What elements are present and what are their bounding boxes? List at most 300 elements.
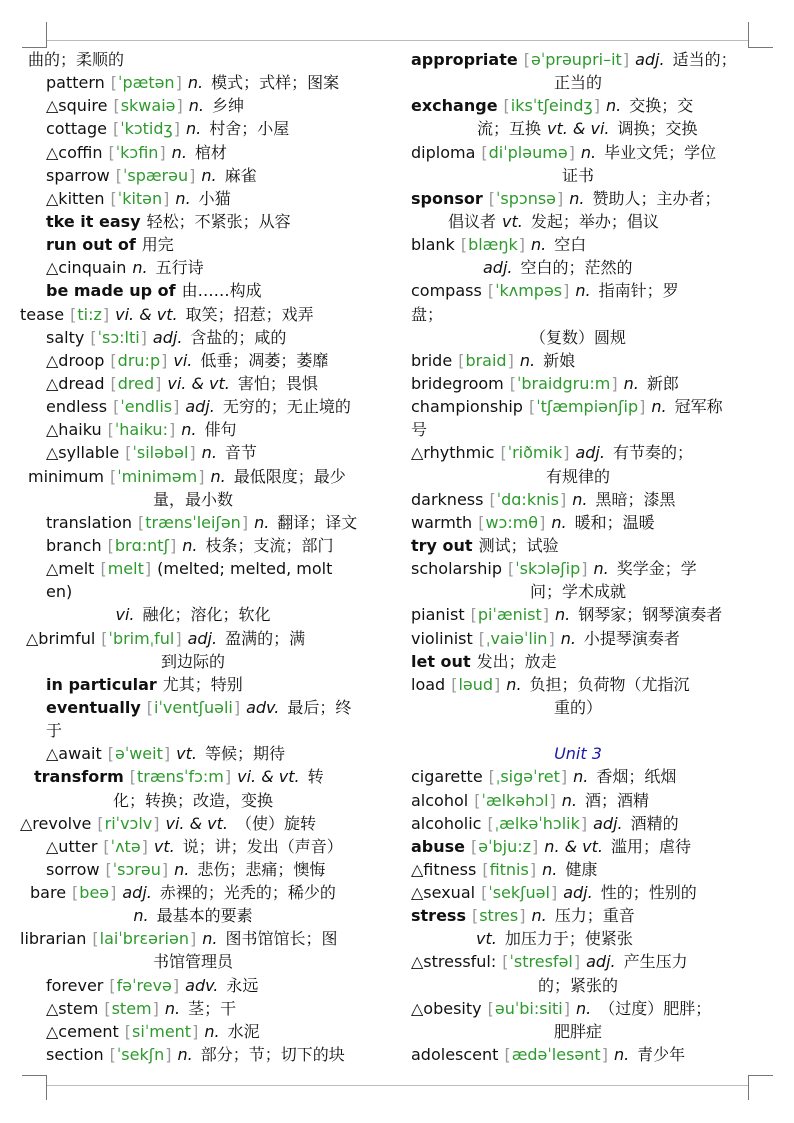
entry-line (20, 904, 372, 927)
entry-line (411, 164, 751, 187)
part-of-speech: n. (575, 281, 591, 301)
definition: 重的） (553, 697, 602, 717)
definition: 含盐的；咸的 (190, 327, 287, 347)
definition: 部分；节；切下的块 (200, 1045, 345, 1065)
entry-line (20, 164, 372, 187)
crop-mark-bottom-right (748, 1075, 749, 1100)
part-of-speech: adj. (593, 813, 623, 833)
headword: bare (30, 883, 67, 903)
entry-line (411, 326, 751, 349)
entry-line (20, 835, 372, 858)
crop-mark-bottom-left (46, 1075, 47, 1100)
definition: 酒精的 (630, 813, 679, 833)
phonetic: [ ˈsekʃn ] (110, 1045, 172, 1064)
headword-phrase: in particular (46, 674, 157, 694)
definition: 正当的 (553, 73, 602, 93)
phonetic: [ ˈskɔləʃip ] (508, 559, 588, 578)
phonetic: [ wɔ:mθ ] (478, 513, 545, 532)
part-of-speech: n. (576, 998, 592, 1018)
phonetic: [ əˈprəupri–it ] (524, 50, 629, 69)
phonetic: [ ˈminiməm ] (110, 467, 205, 486)
definition: 最基本的要素 (156, 906, 253, 926)
definition: 最后；终 (287, 697, 352, 717)
phonetic: [ ˈpætən ] (111, 73, 182, 92)
headword: alcohol (411, 790, 469, 810)
phonetic: [ ˈbrimˌful ] (101, 629, 181, 648)
definition: 盈满的；满 (225, 628, 306, 648)
part-of-speech: vi. & vt. (167, 373, 230, 393)
headword: △syllable (46, 443, 120, 463)
phonetic: [ ˈsekʃuəl ] (481, 883, 557, 902)
entry-line (411, 71, 751, 94)
definition: 化；转换；改造，变换 (112, 790, 273, 810)
definition: 村舍；小屋 (209, 119, 290, 139)
headword: bridegroom (411, 373, 504, 393)
entry-line (411, 627, 751, 650)
entry-line (20, 117, 372, 140)
entry-line (411, 904, 751, 927)
definition: (melted; melted, molt (157, 559, 333, 579)
headword-phrase: be made up of (46, 281, 176, 301)
headword: △revolve (20, 813, 92, 833)
part-of-speech: adv. (246, 697, 280, 717)
entry-line (20, 696, 372, 719)
definition: 发起；举办；倡议 (530, 211, 659, 231)
headword: warmth (411, 512, 473, 532)
part-of-speech: n. (573, 767, 589, 787)
top-rule (46, 40, 748, 41)
part-of-speech: adj. (635, 50, 665, 69)
definition: 到边际的 (160, 651, 225, 671)
part-of-speech: adj. (563, 883, 593, 903)
part-of-speech: n. (177, 1045, 193, 1065)
phonetic: [ ti:z ] (70, 305, 109, 324)
entry-line (411, 279, 751, 302)
part-of-speech: adj. (483, 258, 513, 278)
entry-line (20, 789, 372, 812)
unit-heading: Unit 3 (554, 744, 602, 764)
part-of-speech: n. (569, 188, 585, 208)
headword: cottage (46, 119, 107, 139)
definition: 于 (46, 721, 63, 741)
entry-line (411, 603, 751, 626)
definition: 由……构成 (181, 281, 262, 301)
part-of-speech: vi. (173, 350, 193, 370)
part-of-speech: n. (519, 350, 536, 370)
headword: △kitten (46, 188, 105, 208)
entry-line (20, 742, 372, 765)
crop-mark-bottom-right (748, 1075, 773, 1076)
definition: 倡议者 (448, 211, 497, 231)
entry-line (20, 765, 372, 788)
definition: 黑暗；漆黑 (595, 489, 676, 509)
part-of-speech: adj. (575, 443, 605, 463)
part-of-speech: vi. (115, 605, 135, 625)
phonetic: [ stem ] (104, 999, 159, 1018)
part-of-speech: vt. (153, 836, 175, 856)
part-of-speech: adj. (122, 883, 152, 903)
headword: △stressful: (411, 952, 497, 972)
entry-line (20, 927, 372, 950)
entry-line (411, 233, 751, 256)
definition: 水泥 (227, 1021, 260, 1041)
definition: 压力；重音 (554, 906, 635, 926)
headword: △stem (46, 998, 99, 1018)
phonetic: [ ləud ] (451, 675, 500, 694)
headword-phrase: exchange (411, 96, 498, 116)
headword: championship (411, 397, 523, 417)
phonetic: [ ˌvaiəˈlin ] (479, 629, 555, 648)
entry-line (20, 141, 372, 164)
phonetic: [ piˈænist ] (471, 605, 549, 624)
phonetic: [ əˈweit ] (108, 744, 170, 763)
vocabulary-column-right (411, 48, 751, 1066)
phonetic: [ diˈpləumə ] (481, 143, 575, 162)
part-of-speech: n. (560, 628, 576, 648)
definition: 音节 (224, 443, 257, 463)
part-of-speech: adj. (187, 628, 218, 648)
entry-line (411, 465, 751, 488)
entry-line (20, 997, 372, 1020)
definition: 茎；干 (188, 998, 237, 1018)
entry-line (20, 534, 372, 557)
part-of-speech: n. & vt. (544, 836, 603, 856)
part-of-speech: n. (202, 929, 218, 949)
entry-line (411, 742, 751, 765)
phonetic: [ iksˈtʃeindʒ ] (504, 96, 600, 115)
definition: 空白 (554, 235, 587, 255)
definition: 冠军称 (674, 397, 723, 417)
entry-line (411, 696, 751, 719)
definition: 悲伤；悲痛；懊悔 (197, 859, 326, 879)
part-of-speech: n. (605, 96, 622, 116)
definition: 健康 (565, 859, 598, 879)
phonetic: [ ˈdɑ:knis ] (489, 490, 566, 509)
entry-line (20, 94, 372, 117)
entry-line (411, 48, 751, 71)
definition: 测试；试验 (478, 535, 559, 555)
entry-line (411, 974, 751, 997)
entry-line (20, 233, 372, 256)
entry-line (20, 603, 372, 626)
definition: 空白的；茫然的 (520, 258, 633, 278)
entry-line (20, 256, 372, 279)
entry-line (20, 950, 372, 973)
entry-line (411, 395, 751, 418)
phonetic: [ ædəˈlesənt ] (504, 1045, 608, 1064)
entry-line (20, 580, 372, 603)
headword-phrase: tke it easy (46, 211, 141, 231)
part-of-speech: n. (187, 73, 204, 93)
part-of-speech: n. (210, 466, 226, 486)
headword-phrase: try out (411, 535, 473, 555)
part-of-speech: adj. (185, 397, 215, 417)
entry-line (20, 627, 372, 650)
part-of-speech: n. (174, 859, 190, 879)
phonetic: [ blæŋk ] (461, 235, 525, 254)
part-of-speech: n. (506, 674, 522, 694)
definition: 无穷的；无止境的 (222, 397, 351, 417)
crop-mark-top-right (748, 47, 773, 48)
entry-line (20, 48, 372, 71)
headword-phrase: eventually (46, 697, 141, 717)
headword: △melt (46, 559, 95, 579)
headword: tease (20, 304, 65, 324)
definition: 新郎 (646, 373, 679, 393)
definition: 尤其；特别 (162, 674, 243, 694)
phonetic: [ ˈælkəhɔl ] (474, 791, 556, 810)
definition: 曲的；柔顺的 (28, 50, 125, 69)
crop-mark-top-left (46, 22, 47, 47)
headword: △haiku (46, 420, 102, 440)
headword: endless (46, 397, 108, 417)
definition: 转 (307, 767, 324, 787)
definition: 肥胖症 (553, 1021, 602, 1041)
definition: 问；学术成就 (529, 582, 626, 602)
entry-line (20, 1020, 372, 1043)
definition: 发出；放走 (476, 651, 557, 671)
definition: 号 (411, 420, 428, 440)
definition: 交换；交 (629, 96, 694, 116)
entry-line (411, 812, 751, 835)
headword: violinist (411, 628, 473, 648)
definition: 轻松；不紧张；从容 (146, 211, 291, 231)
headword: compass (411, 281, 482, 301)
headword: blank (411, 235, 455, 255)
definition: 赤裸的；光秃的；稀少的 (159, 883, 336, 903)
headword-phrase: run out of (46, 235, 136, 255)
phonetic: [ ˈsɔ:lti ] (90, 328, 147, 347)
definition: 证书 (561, 165, 594, 185)
headword: minimum (28, 466, 104, 486)
phonetic: [ trænsˈleiʃən ] (138, 513, 248, 532)
headword: △utter (46, 836, 98, 856)
headword: darkness (411, 489, 484, 509)
part-of-speech: n. (561, 790, 577, 810)
headword: △droop (46, 350, 105, 370)
part-of-speech: n. (572, 489, 588, 509)
phonetic: [ dru:p ] (110, 351, 167, 370)
phonetic: [ ˈriðmik ] (500, 443, 569, 462)
entry-line (411, 650, 751, 673)
phonetic: [ fitnis ] (482, 860, 536, 879)
definition: （过度）肥胖； (599, 998, 712, 1018)
definition: 适当的； (672, 50, 737, 69)
phonetic: [ beə ] (72, 883, 116, 902)
entry-line (411, 418, 751, 441)
phonetic: [ dred ] (111, 374, 162, 393)
blank-line (411, 719, 751, 742)
definition: （使）旋转 (235, 813, 316, 833)
phonetic: [ ˈspærəu ] (116, 166, 196, 185)
headword: diploma (411, 142, 476, 162)
part-of-speech: adv. (185, 975, 219, 995)
entry-line (20, 881, 372, 904)
headword: △sexual (411, 883, 476, 903)
definition: 奖学金；学 (616, 559, 697, 579)
definition: 指南针；罗 (598, 281, 679, 301)
part-of-speech: vi. & vt. (115, 304, 178, 324)
entry-line (20, 418, 372, 441)
definition: 图书馆馆长；图 (225, 929, 338, 949)
phonetic: [ riˈvɔlv ] (97, 814, 159, 833)
part-of-speech: n. (201, 443, 217, 463)
part-of-speech: vi. & vt. (237, 767, 300, 787)
entry-line (20, 395, 372, 418)
part-of-speech: vt. & vi. (547, 119, 610, 139)
part-of-speech: n. (555, 605, 571, 625)
entry-line (20, 974, 372, 997)
headword: sorrow (46, 859, 100, 879)
definition: 的；紧张的 (537, 975, 618, 995)
headword: pianist (411, 605, 465, 625)
definition: 性的；性别的 (600, 883, 697, 903)
definition: 害怕；畏惧 (237, 373, 318, 393)
definition: 最低限度；最少 (233, 466, 346, 486)
definition: 五行诗 (155, 258, 204, 278)
definition: 钢琴家；钢琴演奏者 (578, 605, 723, 625)
part-of-speech: n. (186, 119, 202, 139)
phonetic: [ trænsˈfɔ:m ] (130, 767, 231, 786)
entry-line (20, 465, 372, 488)
entry-line (20, 650, 372, 673)
definition: （复数）圆规 (529, 327, 626, 347)
definition: 滥用；虐待 (611, 836, 692, 856)
headword: △cinquain (46, 258, 127, 278)
entry-line (20, 210, 372, 233)
headword: forever (46, 975, 104, 995)
entry-line (20, 326, 372, 349)
phonetic: [ ˈkitən ] (111, 189, 170, 208)
vocabulary-column-left (20, 48, 372, 1066)
entry-line (411, 1020, 751, 1043)
entry-line (20, 812, 372, 835)
definition: 枝条；支流；部门 (205, 535, 334, 555)
entry-line (411, 441, 751, 464)
part-of-speech: n. (182, 535, 198, 555)
entry-line (20, 719, 372, 742)
phonetic: [ melt ] (100, 559, 151, 578)
part-of-speech: n. (580, 142, 597, 162)
part-of-speech: adj. (152, 327, 183, 347)
headword-phrase: stress (411, 906, 466, 926)
headword: pattern (46, 73, 105, 93)
definition: 小提琴演奏者 (583, 628, 680, 648)
entry-line (411, 534, 751, 557)
entry-line (411, 789, 751, 812)
entry-line (20, 488, 372, 511)
definition: 新娘 (543, 350, 576, 370)
entry-line (20, 187, 372, 210)
headword: △await (46, 744, 102, 764)
headword: △coffin (46, 142, 103, 162)
definition: en) (46, 582, 73, 602)
headword: scholarship (411, 559, 502, 579)
definition: 翻译；译文 (277, 512, 358, 532)
definition: 有规律的 (545, 466, 610, 486)
entry-line (20, 441, 372, 464)
entry-line (20, 858, 372, 881)
headword: adolescent (411, 1045, 499, 1065)
phonetic: [ ˈstresfəl ] (502, 952, 580, 971)
headword-phrase: abuse (411, 836, 466, 856)
crop-mark-top-right (748, 22, 749, 47)
entry-line (411, 1043, 751, 1066)
headword-phrase: transform (34, 767, 124, 787)
phonetic: [ ˌsigəˈret ] (489, 767, 567, 786)
definition: 取笑；招惹；戏弄 (185, 304, 314, 324)
part-of-speech: n. (542, 859, 558, 879)
definition: 盘； (411, 304, 444, 324)
entry-line (411, 881, 751, 904)
part-of-speech: n. (164, 998, 181, 1018)
part-of-speech: vt. (476, 929, 497, 949)
headword: section (46, 1045, 104, 1065)
phonetic: [ braid ] (458, 351, 514, 370)
definition: 负担；负荷物（尤指沉 (529, 674, 690, 694)
part-of-speech: n. (613, 1045, 630, 1065)
entry-line (411, 303, 751, 326)
phonetic: [ əuˈbi:siti ] (488, 999, 570, 1018)
headword: branch (46, 535, 102, 555)
phonetic: [ skwaiə ] (113, 96, 182, 115)
part-of-speech: n. (254, 512, 270, 532)
entry-line (411, 488, 751, 511)
part-of-speech: n. (181, 420, 197, 440)
headword: alcoholic (411, 813, 482, 833)
part-of-speech: n. (531, 235, 547, 255)
definition: 书馆管理员 (152, 952, 233, 972)
definition: 产生压力 (623, 952, 688, 972)
part-of-speech: n. (623, 373, 639, 393)
part-of-speech: n. (133, 906, 149, 926)
headword: △dread (46, 373, 105, 393)
definition: 等候；期待 (204, 744, 285, 764)
phonetic: [ ˈbraidgru:m ] (510, 374, 618, 393)
phonetic: [ brɑ:ntʃ ] (108, 536, 177, 555)
entry-line (20, 1043, 372, 1066)
phonetic: [ ˌælkəˈhɔlik ] (487, 814, 587, 833)
definition: 用完 (141, 235, 174, 255)
definition: 低垂；凋萎；萎靡 (200, 350, 329, 370)
part-of-speech: n. (531, 906, 547, 926)
entry-line (20, 349, 372, 372)
entry-line (20, 372, 372, 395)
entry-line (20, 511, 372, 534)
definition: 麻雀 (224, 165, 257, 185)
phonetic: [ ˈendlis ] (113, 397, 179, 416)
part-of-speech: n. (171, 142, 187, 162)
headword-phrase: sponsor (411, 188, 483, 208)
entry-line (411, 673, 751, 696)
definition: 流；互换 (477, 119, 542, 139)
definition: 棺材 (194, 142, 227, 162)
definition: 模式；式样；图案 (211, 73, 340, 93)
entry-line (411, 210, 751, 233)
phonetic: [ ˈkɔtidʒ ] (113, 119, 180, 138)
headword-phrase: appropriate (411, 50, 518, 69)
headword: cigarette (411, 767, 483, 787)
phonetic: [ ˈhaiku: ] (108, 420, 176, 439)
headword: △cement (46, 1021, 119, 1041)
entry-line (411, 141, 751, 164)
entry-line (411, 372, 751, 395)
phonetic: [ ˈspɔnsə ] (489, 189, 564, 208)
phonetic: [ ˈkɔfin ] (109, 143, 166, 162)
part-of-speech: n. (551, 512, 567, 532)
bottom-rule (46, 1085, 748, 1086)
part-of-speech: n. (188, 96, 204, 116)
